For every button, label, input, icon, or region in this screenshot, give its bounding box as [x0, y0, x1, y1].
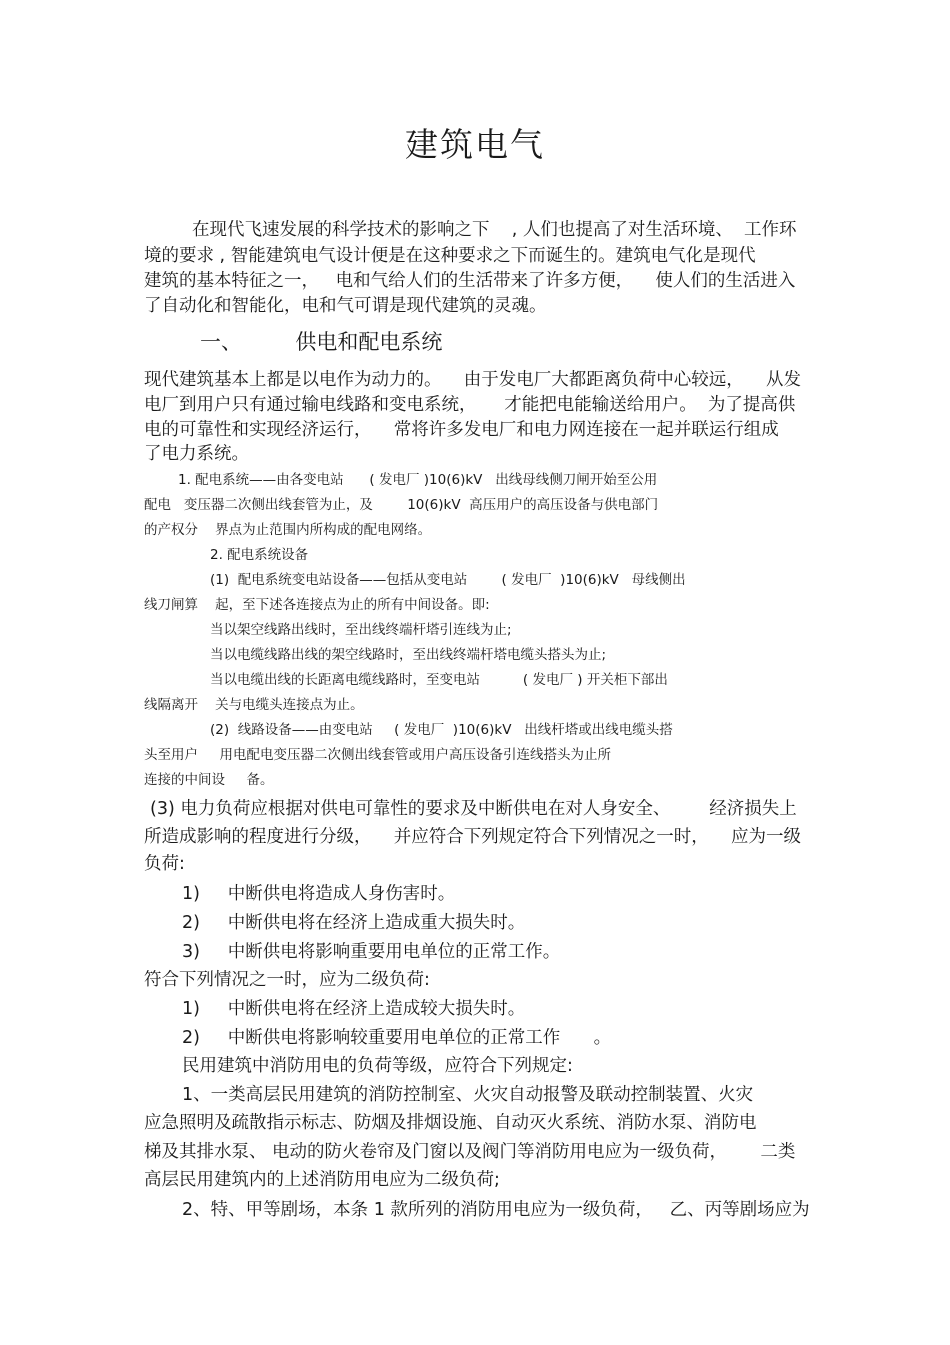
fire-item1-line: 1、一类高层民用建筑的消防控制室、火灾自动报警及联动控制装置、火灾 — [182, 1085, 754, 1105]
intro-line: 了自动化和智能化，电和气可谓是现代建筑的灵魂。 — [144, 296, 547, 316]
fire-item2-line: 2、特、甲等剧场，本条 1 款所列的消防用电应为一级负荷， 乙、丙等剧场应为 — [182, 1200, 810, 1220]
section-para-line: 现代建筑基本上都是以电作为动力的。 由于发电厂大都距离负荷中心较远， 从发 — [144, 370, 801, 390]
small-text-line: 线刀闸算 起，至下述各连接点为止的所有中间设备。即: — [144, 597, 490, 613]
small-text-line: 2. 配电系统设备 — [210, 547, 309, 563]
level1-item: 2) 中断供电将在经济上造成重大损失时。 — [182, 913, 526, 933]
intro-line: 建筑的基本特征之一， 电和气给人们的生活带来了许多方便， 使人们的生活进入 — [144, 271, 796, 291]
small-text-line: 的产权分 界点为止范围内所构成的配电网络。 — [144, 522, 432, 538]
section-para-line: 电的可靠性和实现经济运行， 常将许多发电厂和电力网连接在一起并联运行组成 — [144, 420, 779, 440]
fire-item1-line: 应急照明及疏散指示标志、防烟及排烟设施、自动灭火系统、消防水泵、消防电 — [144, 1113, 757, 1133]
intro-line: 境的要求 , 智能建筑电气设计便是在这种要求之下而诞生的。建筑电气化是现代 — [144, 246, 756, 266]
level2-intro: 符合下列情况之一时，应为二级负荷: — [144, 970, 430, 990]
load-para-line: 所造成影响的程度进行分级， 并应符合下列规定符合下列情况之一时， 应为一级 — [144, 827, 801, 847]
document-title: 建筑电气 — [405, 125, 545, 164]
small-text-line: 1. 配电系统——由各变电站 ( 发电厂 )10(6)kV 出线母线侧刀闸开始至公用 — [178, 472, 658, 488]
load-para-line: (3) 电力负荷应根据对供电可靠性的要求及中断供电在对人身安全、 经济损失上 — [150, 799, 797, 819]
small-text-line: 连接的中间设 备。 — [144, 772, 274, 788]
small-text-line: (2) 线路设备——由变电站 ( 发电厂 )10(6)kV 出线杆塔或出线电缆头搭 — [210, 722, 673, 738]
fire-item1-line: 高层民用建筑内的上述消防用电应为二级负荷; — [144, 1170, 500, 1190]
small-text-line: 当以架空线路出线时，至出线终端杆塔引连线为止; — [210, 622, 512, 638]
intro-line: 在现代飞速发展的科学技术的影响之下 , 人们也提高了对生活环境、 工作环 — [192, 220, 797, 240]
fire-intro: 民用建筑中消防用电的负荷等级，应符合下列规定: — [182, 1056, 573, 1076]
small-text-line: 线隔离开 关与电缆头连接点为止。 — [144, 697, 364, 713]
small-text-line: 配电 变压器二次侧出线套管为止，及 10(6)kV 高压用户的高压设备与供电部门 — [144, 497, 659, 513]
fire-item1-line: 梯及其排水泵、 电动的防火卷帘及门窗以及阀门等消防用电应为一级负荷， 二类 — [144, 1142, 796, 1162]
small-text-line: (1) 配电系统变电站设备——包括从变电站 ( 发电厂 )10(6)kV 母线侧出 — [210, 572, 686, 588]
section-para-line: 电厂到用户只有通过输电线路和变电系统， 才能把电能输送给用户。 为了提高供 — [144, 395, 796, 415]
level1-item: 1) 中断供电将造成人身伤害时。 — [182, 884, 456, 904]
level1-item: 3) 中断供电将影响重要用电单位的正常工作。 — [182, 942, 561, 962]
section-heading: 一、 供电和配电系统 — [200, 330, 443, 354]
small-text-line: 当以电缆出线的长距离电缆线路时，至变电站 ( 发电厂 ) 开关柜下部出 — [210, 672, 668, 688]
small-text-line: 头至用户 用电配电变压器二次侧出线套管或用户高压设备引连线搭头为止所 — [144, 747, 611, 763]
level2-item: 1) 中断供电将在经济上造成较大损失时。 — [182, 999, 526, 1019]
level2-item: 2) 中断供电将影响较重要用电单位的正常工作 。 — [182, 1028, 612, 1048]
load-para-line: 负荷: — [144, 854, 185, 874]
small-text-line: 当以电缆线路出线的架空线路时，至出线终端杆塔电缆头搭头为止; — [210, 647, 607, 663]
section-para-line: 了电力系统。 — [144, 444, 249, 464]
